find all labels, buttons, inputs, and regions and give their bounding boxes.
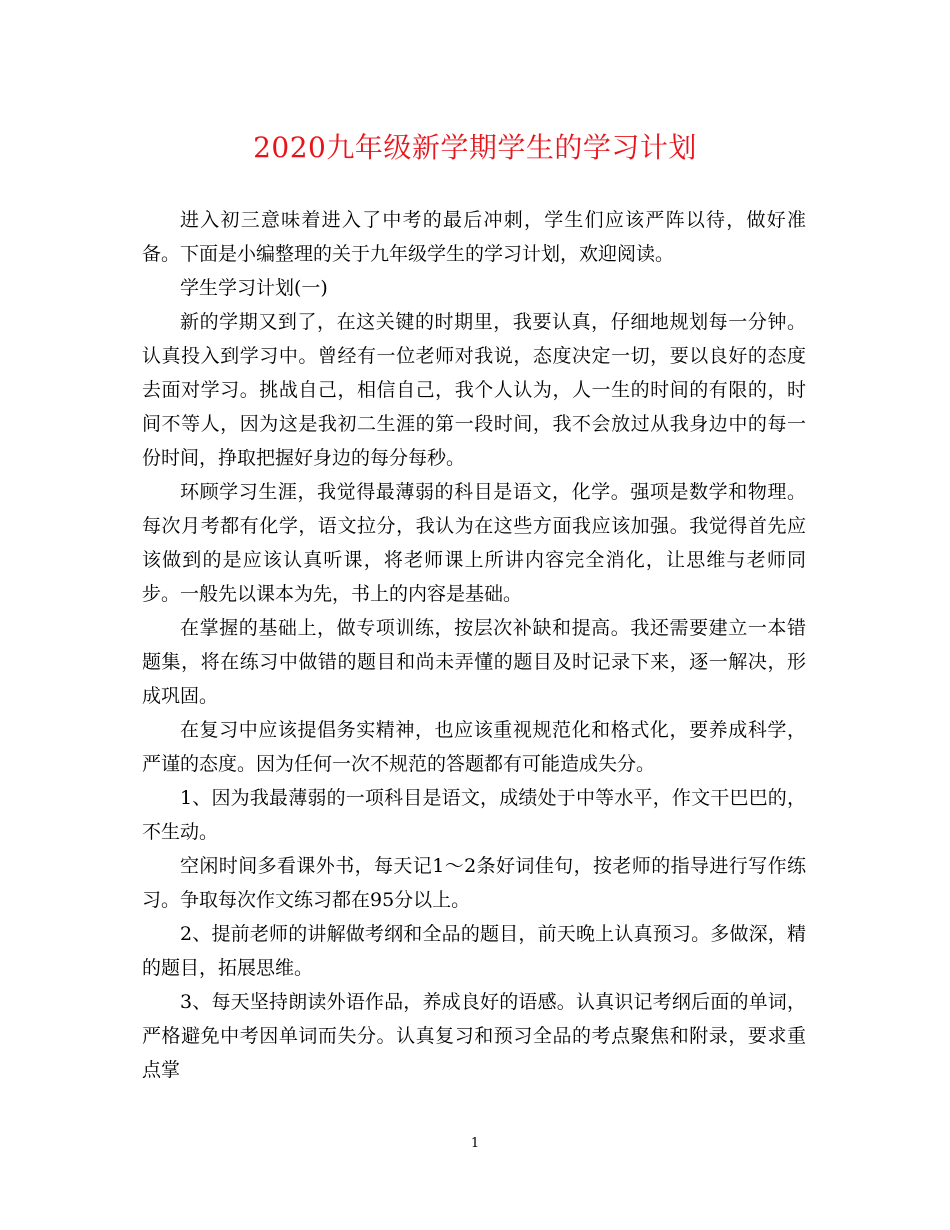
paragraph: 在掌握的基础上，做专项训练，按层次补缺和提高。我还需要建立一本错题集，将在练习中做错的题目和尚未弄懂的题目及时记录下来，逐一解决，形成巩固。 [142,617,806,707]
document-body [142,203,806,1087]
paragraph: 环顾学习生涯，我觉得最薄弱的科目是语文，化学。强项是数学和物理。每次月考都有化学，语文拉分，我认为在这些方面我应该加强。我觉得首先应该做到的是应该认真听课，将老师课上所讲内容完全消化，让思维与老师同步。一般先以课本为先，书上的内容是基础。 [142,481,806,605]
paragraph: 在复习中应该提倡务实精神，也应该重视规范化和格式化，要养成科学，严谨的态度。因为任何一次不规范的答题都有可能造成失分。 [142,719,806,775]
paragraph: 2、提前老师的讲解做考纲和全品的题目，前天晚上认真预习。多做深，精的题目，拓展思维。 [142,923,806,979]
paragraph: 新的学期又到了，在这关键的时期里，我要认真，仔细地规划每一分钟。认真投入到学习中。曾经有一位老师对我说，态度决定一切，要以良好的态度去面对学习。挑战自己，相信自己，我个人认为，人一生的时间的有限的，时间不等人，因为这是我初二生涯的第一段时间，我不会放过从我身边中的每一份时间，挣取把握好身边的每分每秒。 [142,311,806,469]
paragraph: 3、每天坚持朗读外语作品，养成良好的语感。认真识记考纲后面的单词，严格避免中考因单词而失分。认真复习和预习全品的考点聚焦和附录，要求重点掌 [142,991,806,1081]
page-number: 1 [470,1136,480,1151]
paragraph: 空闲时间多看课外书，每天记1～2条好词佳句，按老师的指导进行写作练习。争取每次作文练习都在95分以上。 [142,855,806,911]
section-heading: 学生学习计划(一) [180,277,328,299]
paragraph: 1、因为我最薄弱的一项科目是语文，成绩处于中等水平，作文干巴巴的，不生动。 [142,787,806,843]
document-title: 2020九年级新学期学生的学习计划 [253,131,697,164]
paragraph-intro: 进入初三意味着进入了中考的最后冲刺，学生们应该严阵以待，做好准备。下面是小编整理的关于九年级学生的学习计划，欢迎阅读。 [142,209,806,265]
